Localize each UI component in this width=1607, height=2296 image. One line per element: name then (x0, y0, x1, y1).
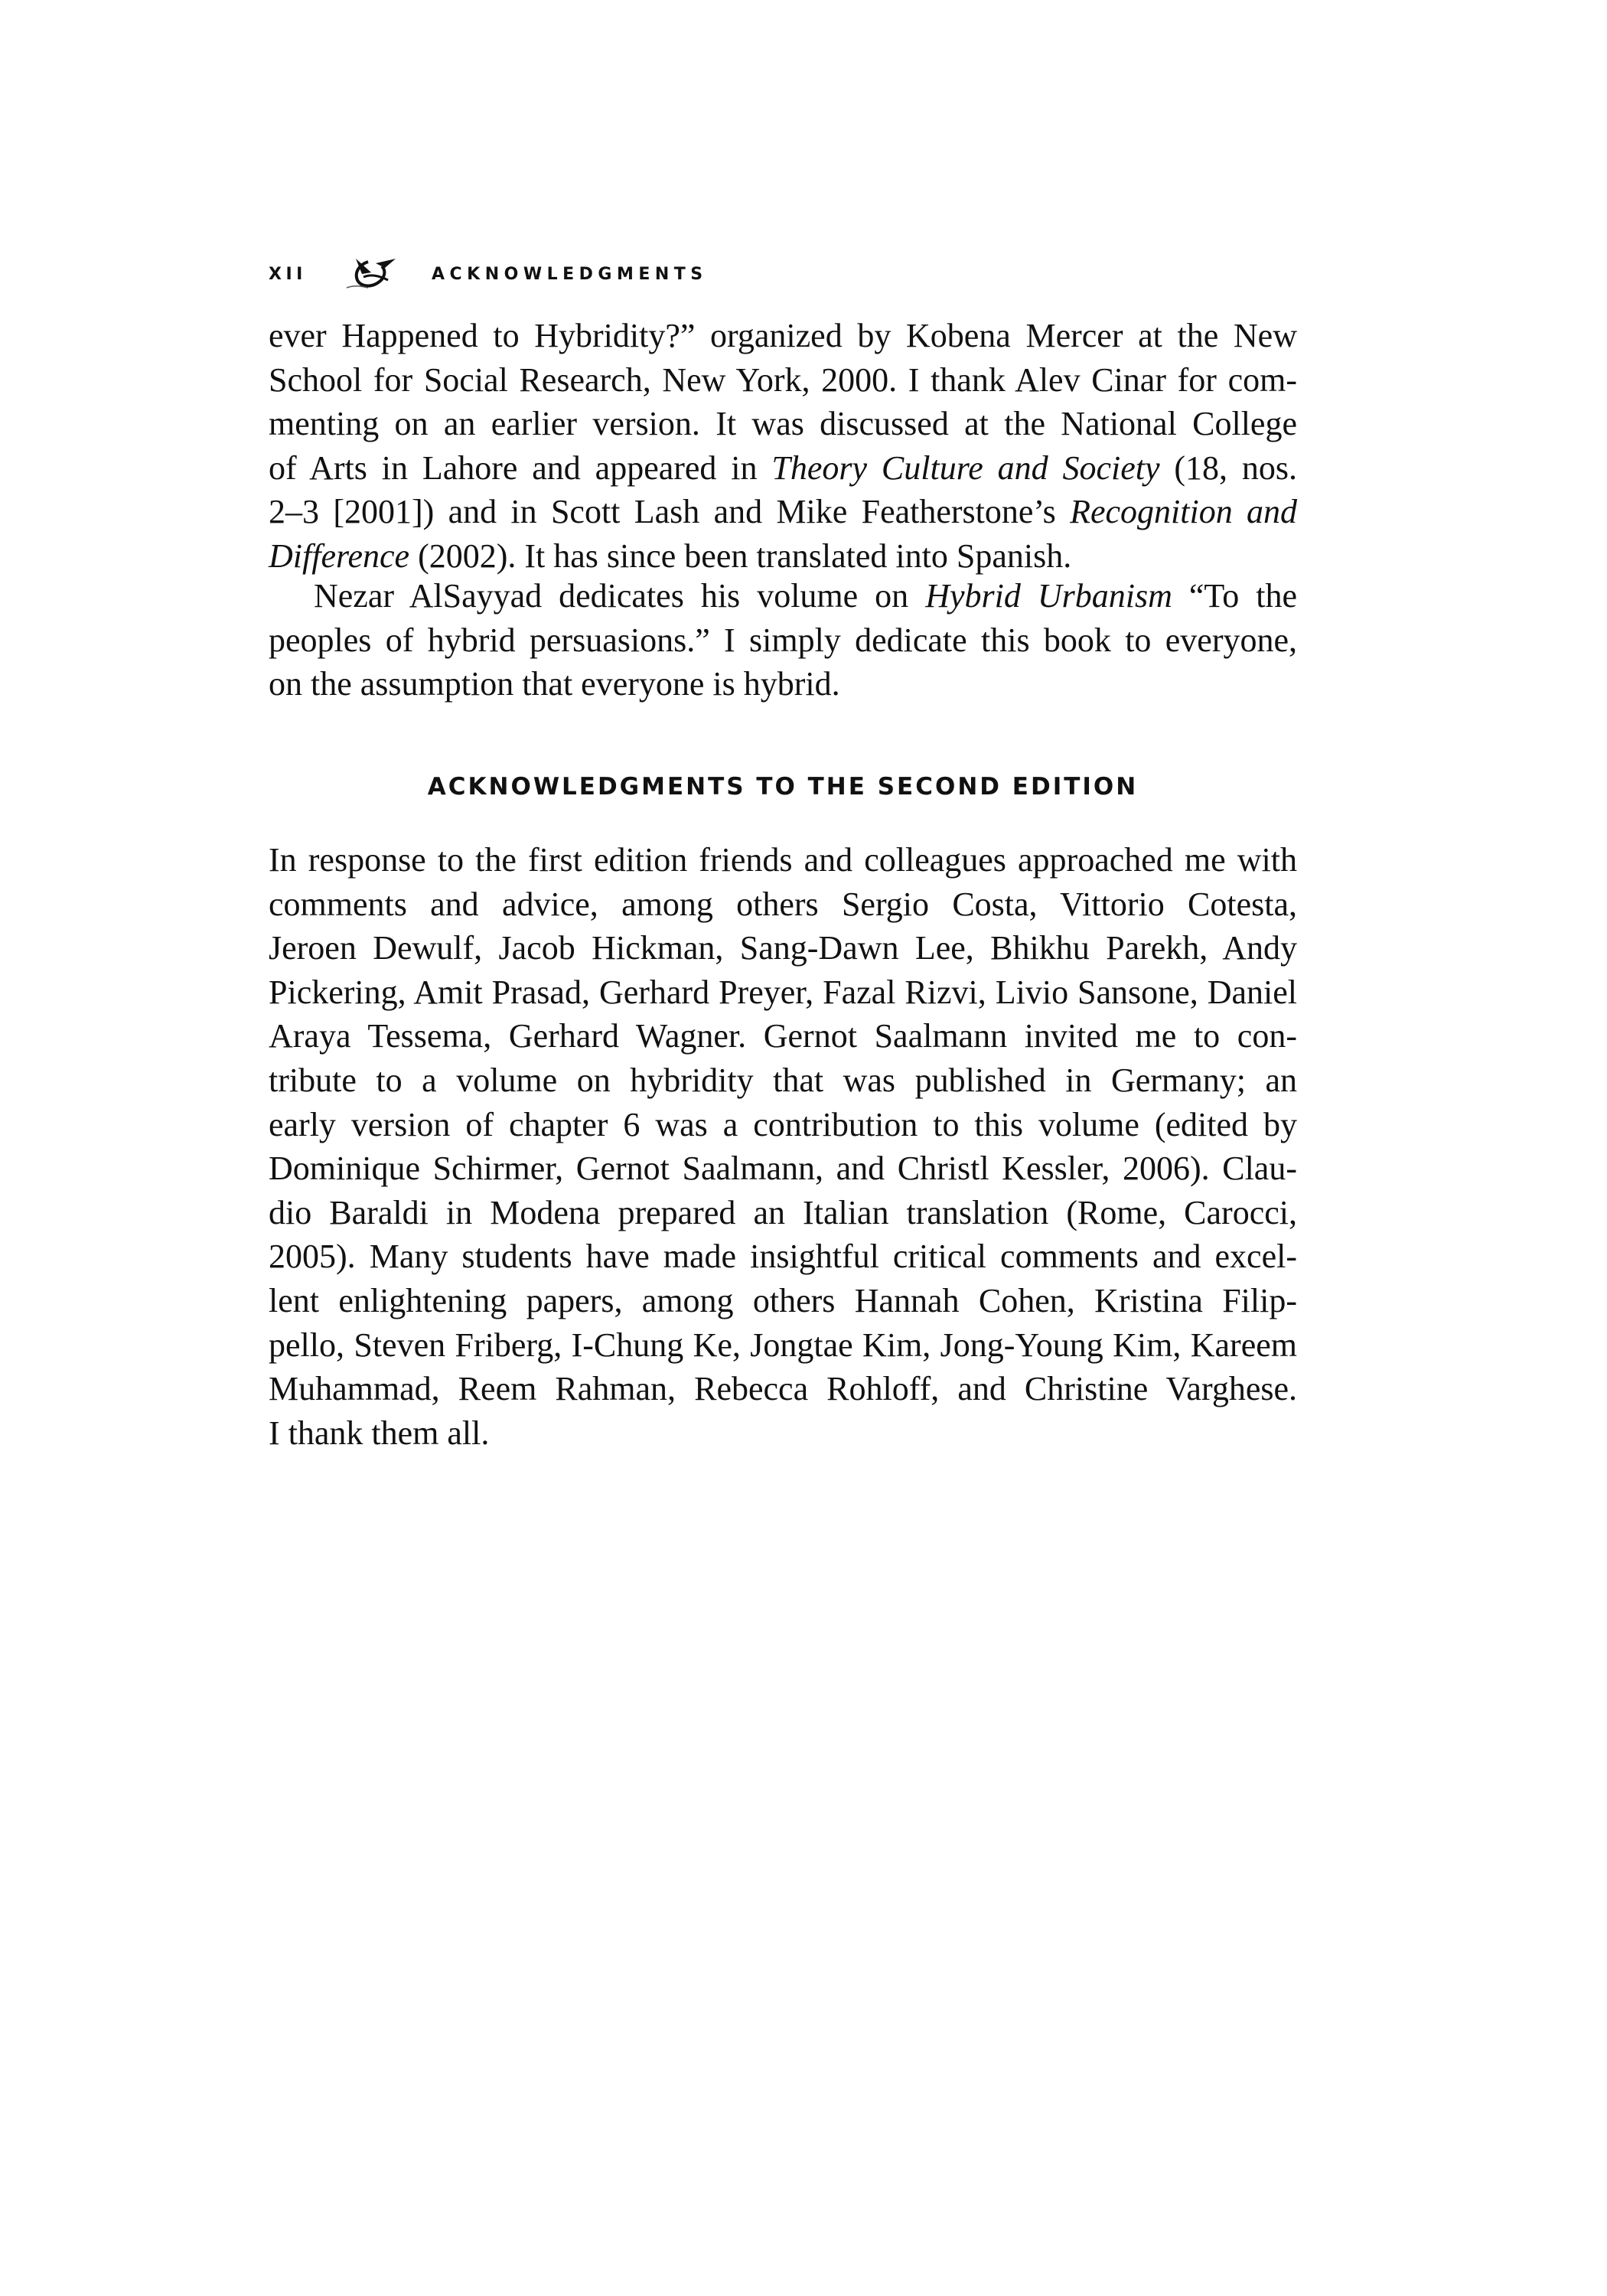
text-line: In response to the first edition friends and colleagues approached me with (269, 841, 1297, 879)
book-title: Recognition and (1070, 493, 1297, 531)
text-line: Dominique Schirmer, Gernot Saalmann, and Christl Kessler, 2006). Clau- (269, 1150, 1297, 1188)
text-line: on the assumption that everyone is hybrid. (269, 665, 840, 703)
section-heading: ACKNOWLEDGMENTS TO THE SECOND EDITION (427, 773, 1139, 801)
text-line: School for Social Research, New York, 2000. I thank Alev Cinar for com- (269, 360, 1297, 399)
running-head-title: ACKNOWLEDGMENTS (432, 264, 708, 284)
text-run: 2–3 [2001]) and in Scott Lash and Mike Featherstone’s (269, 493, 1071, 531)
text-line: Araya Tessema, Gerhard Wagner. Gernot Saalmann invited me to con- (269, 1017, 1297, 1055)
text-run: “To the (1172, 577, 1297, 615)
text-run: (2002). It has since been translated into Spanish. (409, 536, 1072, 575)
text-line: tribute to a volume on hybridity that was published in Germany; an (269, 1061, 1297, 1099)
text-line: Muhammad, Reem Rahman, Rebecca Rohloff, and Christine Varghese. (269, 1370, 1297, 1408)
journal-title: Theory Culture and Society (771, 448, 1160, 487)
text-line: I thank them all. (269, 1414, 490, 1452)
text-line: pello, Steven Friberg, I-Chung Ke, Jongtae Kim, Jong-Young Kim, Kareem (269, 1326, 1297, 1364)
text-run: Nezar AlSayyad dedicates his volume on (314, 577, 926, 615)
book-title: Hybrid Urbanism (925, 577, 1172, 615)
text-line: Jeroen Dewulf, Jacob Hickman, Sang-Dawn Lee, Bhikhu Parekh, Andy (269, 929, 1297, 967)
text-line: Pickering, Amit Prasad, Gerhard Preyer, Fazal Rizvi, Livio Sansone, Daniel (269, 973, 1297, 1011)
text-run: (18, nos. (1159, 448, 1298, 487)
running-head (269, 257, 708, 291)
text-line: 2005). Many students have made insightful critical comments and excel- (269, 1238, 1297, 1276)
text-line (269, 534, 1297, 579)
paragraph-dedication (269, 574, 1297, 706)
text-line (269, 574, 1297, 618)
paragraph-continued (269, 314, 1297, 579)
text-line (269, 490, 1297, 534)
text-line (269, 446, 1297, 491)
text-run: of Arts in Lahore and appeared in (269, 448, 772, 487)
text-line: menting on an earlier version. It was discussed at the National College (269, 405, 1297, 443)
page-number: XII (269, 264, 307, 284)
bird-ornament-icon (345, 257, 400, 291)
book-title: Difference (269, 536, 410, 575)
text-line: lent enlightening papers, among others Hannah Cohen, Kristina Filip- (269, 1281, 1297, 1319)
text-line: early version of chapter 6 was a contribution to this volume (edited by (269, 1105, 1297, 1143)
paragraph-second-edition (269, 838, 1297, 1455)
text-line: dio Baraldi in Modena prepared an Italian translation (Rome, Carocci, (269, 1193, 1297, 1231)
text-line: comments and advice, among others Sergio Costa, Vittorio Cotesta, (269, 885, 1297, 923)
text-line: ever Happened to Hybridity?” organized by Kobena Mercer at the New (269, 317, 1297, 354)
text-line: peoples of hybrid persuasions.” I simply dedicate this book to everyone, (269, 621, 1297, 659)
